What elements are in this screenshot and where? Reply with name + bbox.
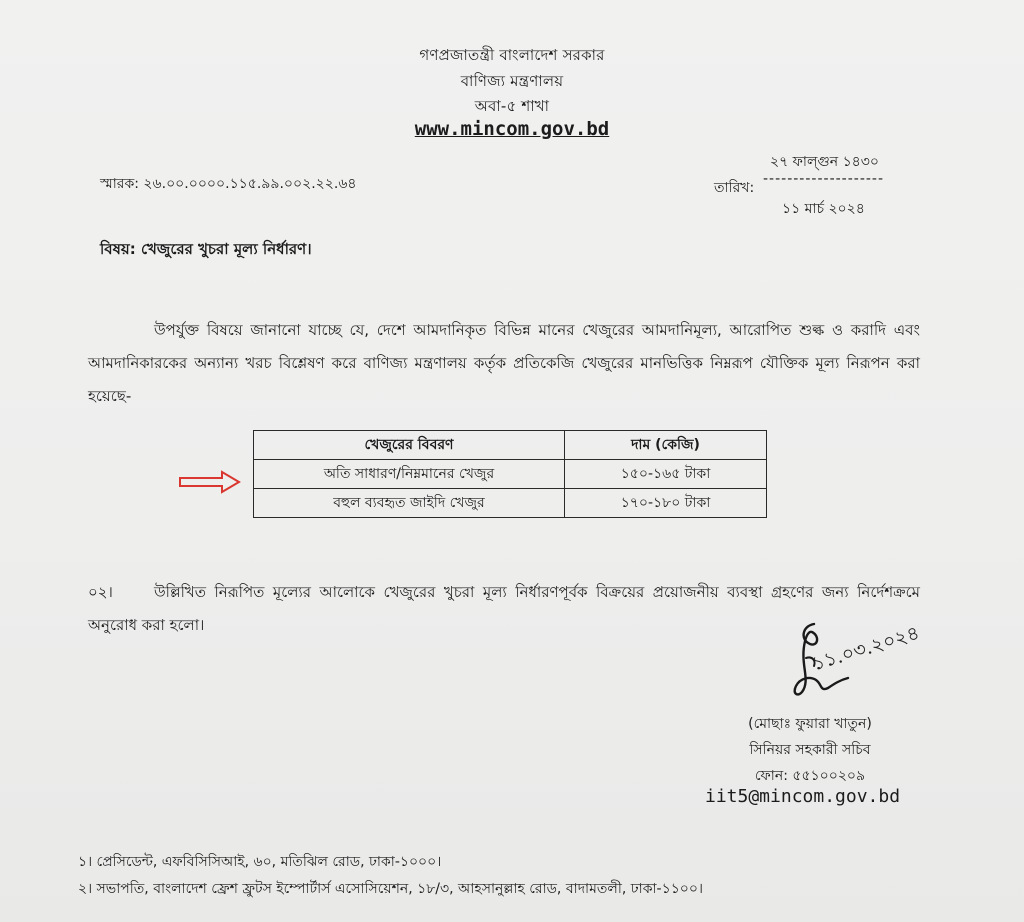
branch-name: অবা-৫ শাখা [474, 97, 550, 115]
price-cell: ১৭০-১৮০ টাকা [565, 489, 767, 518]
subject-line: বিষয়: খেজুরের খুচরা মূল্য নির্ধারণ। [100, 240, 312, 258]
ministry-website-link[interactable]: www.mincom.gov.bd [414, 118, 610, 140]
signature-date: ১১.০৩.২০২৪ [809, 621, 922, 676]
paragraph-request-text: উল্লিখিত নিরূপিত মূল্যের আলোকে খেজুরের খুচরা মূল্য নির্ধারণপূর্বক বিক্রয়ের প্রয়োজনীয় ব্যবস্থা গ্রহণের জন্য নির্দেশক্রমে অনুরোধ করা হলো। [88, 583, 920, 634]
ministry-name: বাণিজ্য মন্ত্রণালয় [460, 72, 564, 90]
paragraph-intro [88, 314, 920, 413]
table-row [254, 489, 767, 518]
paragraph-intro-text: উপর্যুক্ত বিষয়ে জানানো যাচ্ছে যে, দেশে আমদানিকৃত বিভিন্ন মানের খেজুরের আমদানিমূল্য, আরোপিত শুল্ক ও করাদি এবং আমদানিকারকের অন্যান্য খরচ বিশ্লেষণ করে বাণিজ্য মন্ত্রণালয় কর্তৃক প্রতিকেজি খেজুরের মানভিত্তিক নিম্নরূপ যৌক্তিক মূল্য নিরূপন করা হয়েছে- [88, 321, 920, 405]
table-row [254, 460, 767, 489]
paragraph-number: ০২। [88, 583, 113, 601]
column-header-description: খেজুরের বিবরণ [254, 431, 565, 460]
government-name: গণপ্রজাতন্ত্রী বাংলাদেশ সরকার [419, 46, 605, 64]
date-type-cell: বহুল ব্যবহৃত জাইদি খেজুর [254, 489, 565, 518]
memo-number: স্মারক: ২৬.০০.০০০০.১১৫.৯৯.০০২.২২.৬৪ [100, 176, 357, 192]
date-label: তারিখ: [714, 180, 755, 196]
recipient-item: ২। সভাপতি, বাংলাদেশ ফ্রেশ ফ্রুটস ইম্পোর্টার্স এসোসিয়েশন, ১৮/৩, আহসানুল্লাহ রোড, বাদামতলী, ঢাকা-১১০০। [78, 881, 703, 897]
outline-right-arrow-icon [178, 470, 242, 494]
signer-email-link[interactable]: iit5@mincom.gov.bd [705, 786, 901, 807]
price-table [253, 430, 767, 518]
recipient-item: ১। প্রেসিডেন্ট, এফবিসিসিআই, ৬০, মতিঝিল রোড, ঢাকা-১০০০। [78, 854, 442, 870]
date-bengali-calendar: ২৭ ফাল্গুন ১৪৩০ [770, 154, 879, 170]
date-type-cell: অতি সাধারণ/নিম্নমানের খেজুর [254, 460, 565, 489]
date-divider: -------------------- [763, 171, 885, 187]
price-cell: ১৫০-১৬৫ টাকা [565, 460, 767, 489]
signer-name: (মোছাঃ ফুয়ারা খাতুন) [748, 716, 872, 732]
column-header-price: দাম (কেজি) [565, 431, 767, 460]
signer-designation: সিনিয়র সহকারী সচিব [749, 742, 871, 758]
table-header-row [254, 431, 767, 460]
date-gregorian: ১১ মার্চ ২০২৪ [782, 201, 865, 217]
signer-phone: ফোন: ৫৫১০০২০৯ [754, 768, 866, 784]
